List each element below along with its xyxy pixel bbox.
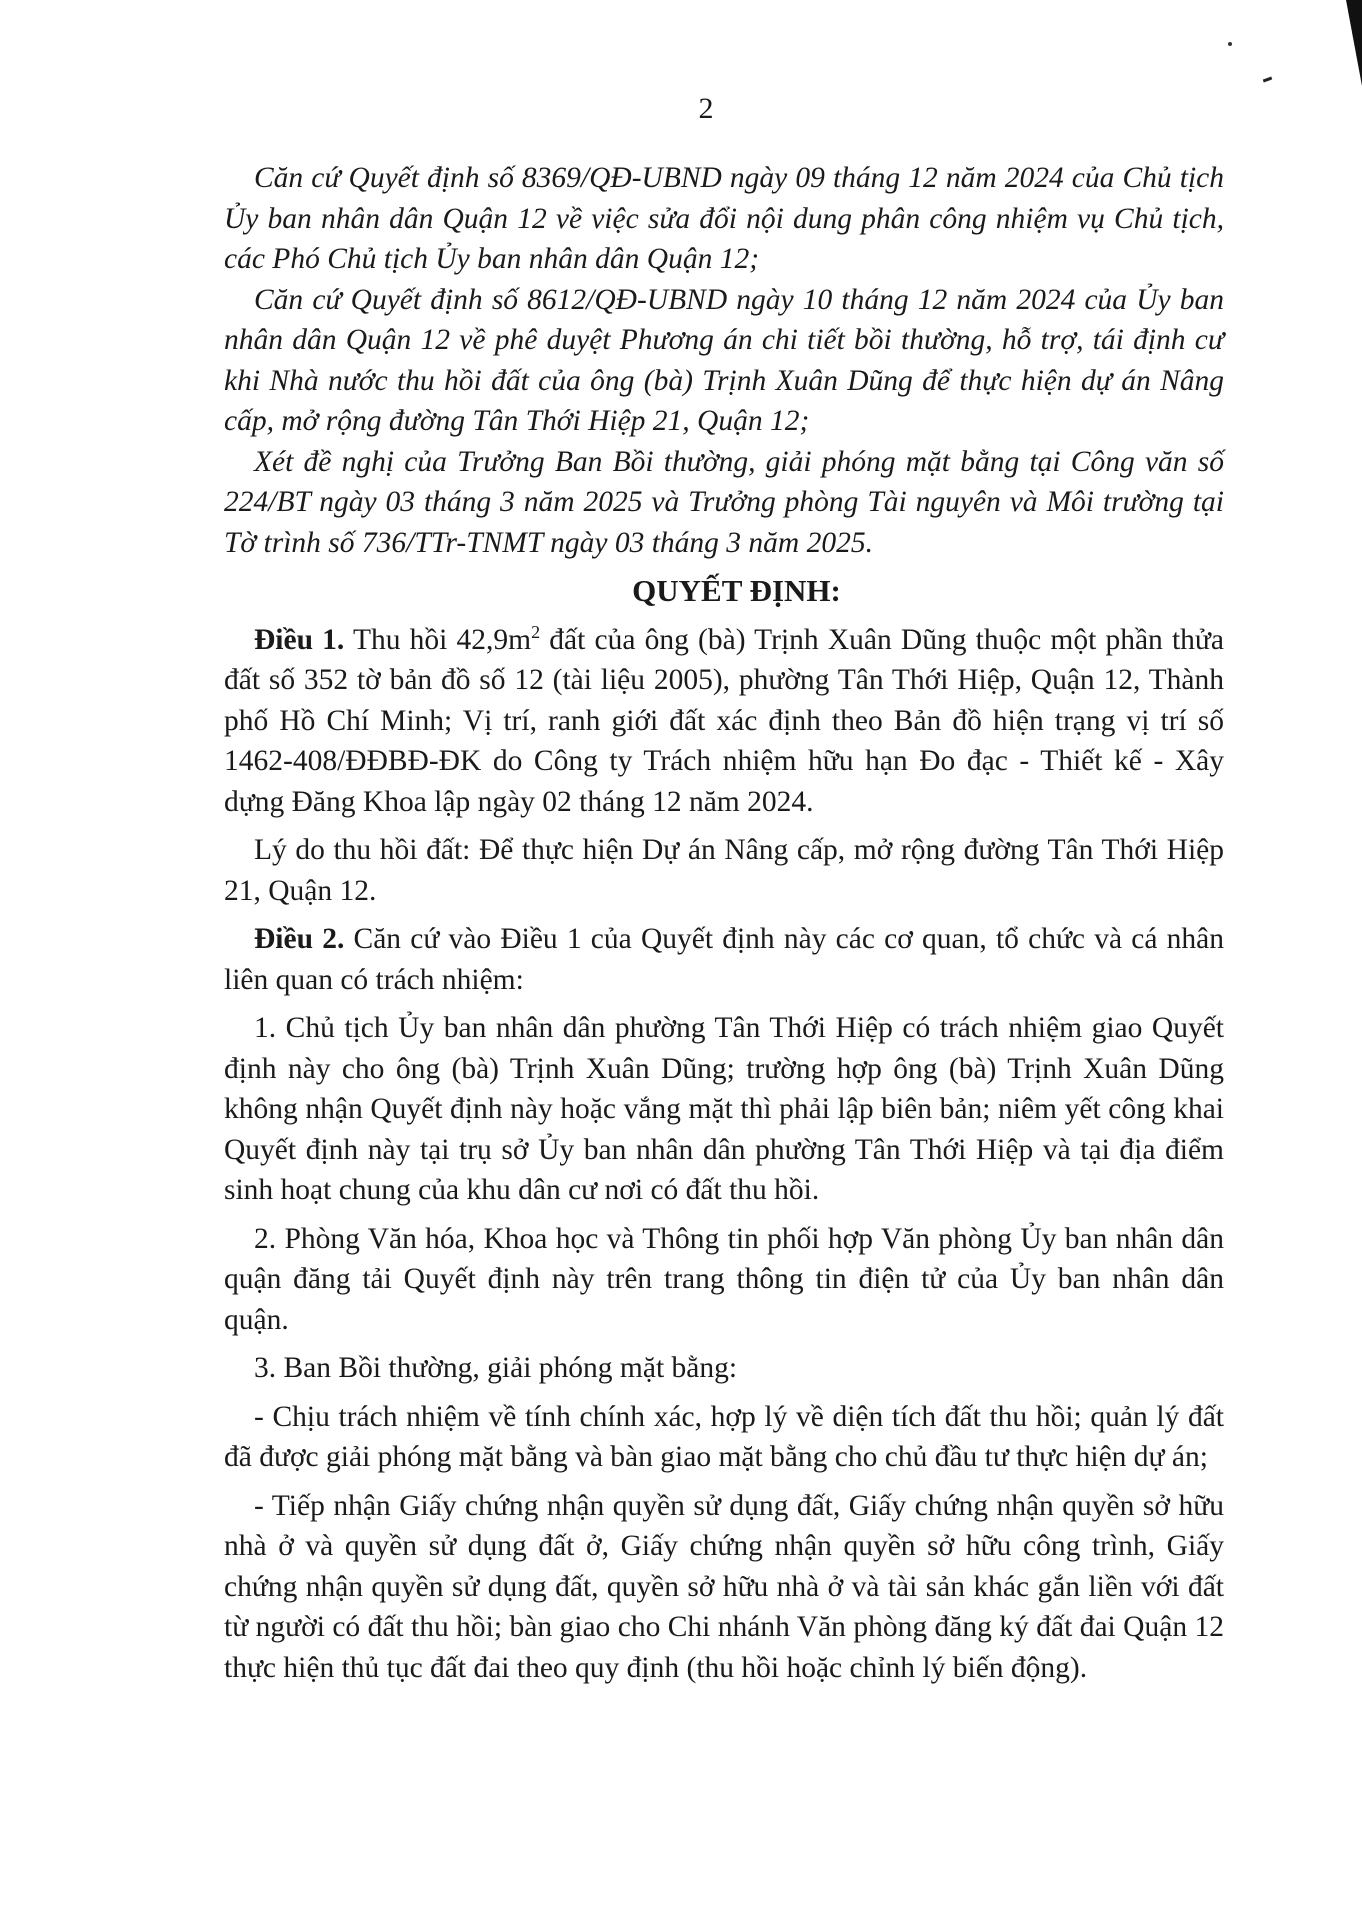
page-number: 2: [698, 92, 714, 125]
scan-speck: [1263, 77, 1272, 83]
list-item: 3. Ban Bồi thường, giải phóng mặt bằng:: [254, 1352, 738, 1384]
recital-paragraph: Xét đề nghị của Trưởng Ban Bồi thường, giải phóng mặt bằng tại Công văn số 224/BT ngày 03 tháng 3 năm 2025 và Trưởng phòng Tài nguyên và Môi trường tại Tờ trình số 736/TTr-TNMT ngày 03 tháng 3 năm 2025.: [224, 445, 1224, 559]
article-1-text-b: đất của ông (bà) Trịnh Xuân Dũng thuộc một phần thửa đất số 352 tờ bản đồ số 12 (tài liệu 2005), phường Tân Thới Hiệp, Quận 12, Thành phố Hồ Chí Minh; Vị trí, ranh giới đất xác định theo Bản đồ hiện trạng vị trí số 1462-408/ĐĐBĐ-ĐK do Công ty Trách nhiệm hữu hạn Đo đạc - Thiết kế - Xây dựng Đăng Khoa lập ngày 02 tháng 12 năm 2024.: [224, 623, 1224, 818]
article-1-text-a: Thu hồi 42,9m: [344, 623, 532, 656]
article-1-superscript: 2: [531, 621, 541, 642]
scan-edge-mark: [1346, 0, 1362, 86]
reason-paragraph: Lý do thu hồi đất: Để thực hiện Dự án Nâng cấp, mở rộng đường Tân Thới Hiệp 21, Quận 12.: [224, 834, 1224, 907]
scan-speck: [1228, 42, 1232, 46]
list-item: 1. Chủ tịch Ủy ban nhân dân phường Tân Thới Hiệp có trách nhiệm giao Quyết định này cho ông (bà) Trịnh Xuân Dũng; trường hợp ông (bà) Trịnh Xuân Dũng không nhận Quyết định này hoặc vắng mặt thì phải lập biên bản; niêm yết công khai Quyết định này tại trụ sở Ủy ban nhân dân phường Tân Thới Hiệp và tại địa điểm sinh hoạt chung của khu dân cư nơi có đất thu hồi.: [224, 1012, 1224, 1206]
decision-heading: QUYẾT ĐỊNH:: [632, 573, 841, 608]
article-2-text: Căn cứ vào Điều 1 của Quyết định này các cơ quan, tổ chức và cá nhân liên quan có trách nhiệm:: [224, 923, 1224, 996]
document-body: [224, 158, 1224, 1688]
list-item: - Tiếp nhận Giấy chứng nhận quyền sử dụng đất, Giấy chứng nhận quyền sở hữu nhà ở và quyền sử dụng đất ở, Giấy chứng nhận quyền sở hữu công trình, Giấy chứng nhận quyền sử dụng đất, quyền sở hữu nhà ở và tài sản khác gắn liền với đất từ người có đất thu hồi; bàn giao cho Chi nhánh Văn phòng đăng ký đất đai Quận 12 thực hiện thủ tục đất đai theo quy định (thu hồi hoặc chỉnh lý biến động).: [224, 1489, 1224, 1684]
article-2: [224, 919, 1224, 1000]
list-item: 2. Phòng Văn hóa, Khoa học và Thông tin phối hợp Văn phòng Ủy ban nhân dân quận đăng tải Quyết định này trên trang thông tin điện tử của Ủy ban nhân dân quận.: [224, 1222, 1224, 1336]
article-1-label: Điều 1.: [254, 623, 345, 656]
recital-paragraph: Căn cứ Quyết định số 8369/QĐ-UBND ngày 09 tháng 12 năm 2024 của Chủ tịch Ủy ban nhân dân Quận 12 về việc sửa đổi nội dung phân công nhiệm vụ Chủ tịch, các Phó Chủ tịch Ủy ban nhân dân Quận 12;: [224, 162, 1224, 275]
recital-paragraph: Căn cứ Quyết định số 8612/QĐ-UBND ngày 10 tháng 12 năm 2024 của Ủy ban nhân dân Quận 12 về phê duyệt Phương án chi tiết bồi thường, hỗ trợ, tái định cư khi Nhà nước thu hồi đất của ông (bà) Trịnh Xuân Dũng để thực hiện dự án Nâng cấp, mở rộng đường Tân Thới Hiệp 21, Quận 12;: [224, 283, 1224, 437]
list-item: - Chịu trách nhiệm về tính chính xác, hợp lý về diện tích đất thu hồi; quản lý đất đã được giải phóng mặt bằng và bàn giao mặt bằng cho chủ đầu tư thực hiện dự án;: [224, 1400, 1224, 1473]
article-2-label: Điều 2.: [254, 923, 345, 955]
article-1: [224, 620, 1224, 823]
